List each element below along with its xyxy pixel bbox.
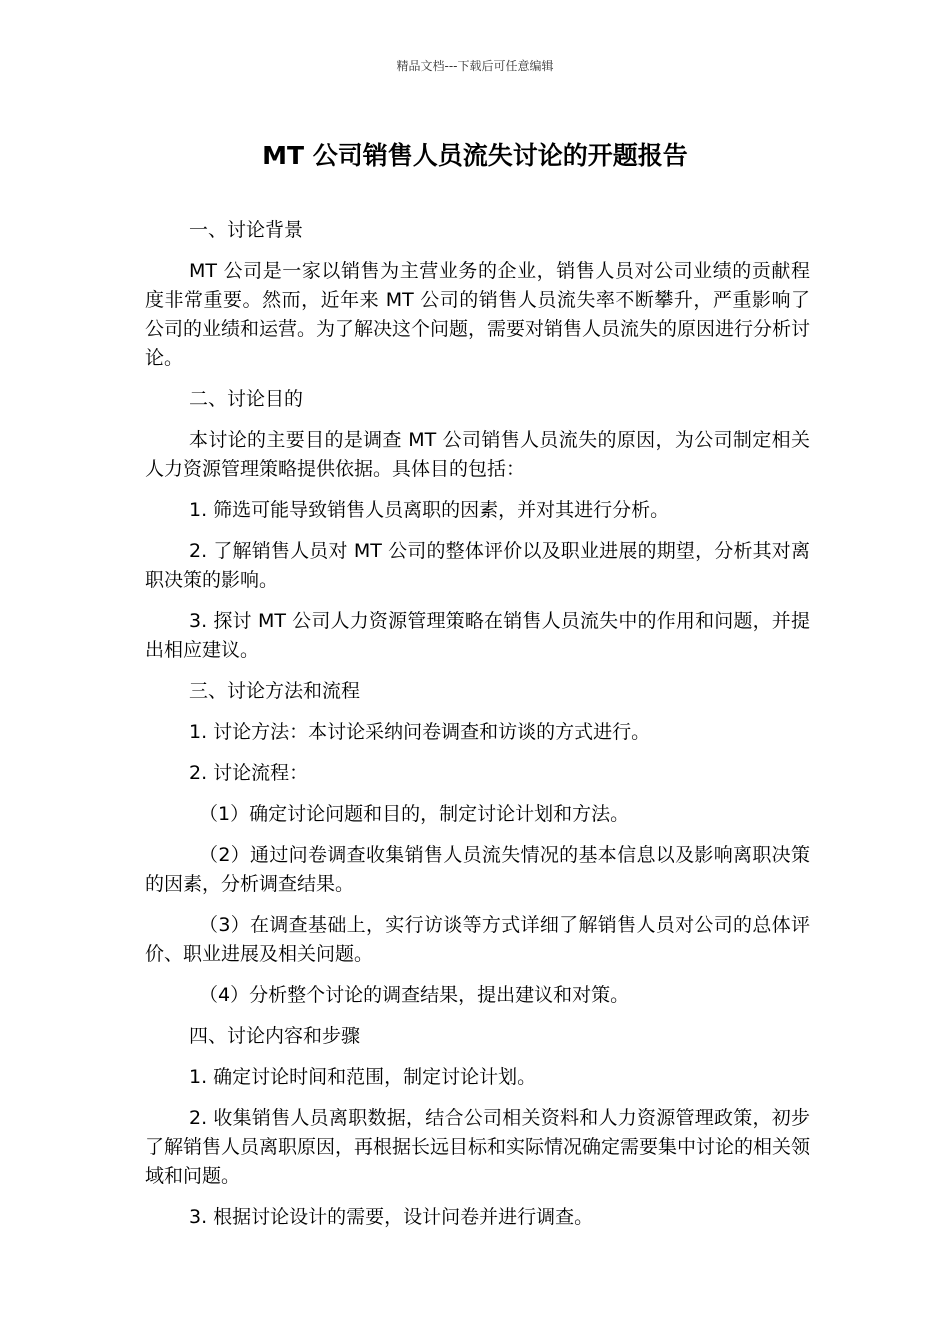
sub-list-item: （2）通过问卷调查收集销售人员流失情况的基本信息以及影响离职决策的因素，分析调查结果。 (145, 844, 810, 895)
list-item: 2. 收集销售人员离职数据，结合公司相关资料和人力资源管理政策，初步了解销售人员离职原因，再根据长远目标和实际情况确定需要集中讨论的相关领域和问题。 (145, 1107, 811, 1187)
body-paragraph: MT 公司是一家以销售为主营业务的企业，销售人员对公司业绩的贡献程度非常重要。然而，近年来 MT 公司的销售人员流失率不断攀升，严重影响了公司的业绩和运营。为了解决这个问题，需要对销售人员流失的原因进行分析讨论。 (145, 260, 811, 369)
document-body (145, 216, 810, 1244)
document-title: MT 公司销售人员流失讨论的开题报告 (262, 141, 688, 170)
section-heading: 二、讨论目的 (189, 388, 304, 410)
list-item: 2. 了解销售人员对 MT 公司的整体评价以及职业进展的期望，分析其对离职决策的影响。 (145, 540, 810, 591)
list-item: 3. 根据讨论设计的需要，设计问卷并进行调查。 (189, 1206, 594, 1228)
list-item: 3. 探讨 MT 公司人力资源管理策略在销售人员流失中的作用和问题，并提出相应建议。 (145, 610, 810, 661)
sub-list-item: （3）在调查基础上，实行访谈等方式详细了解销售人员对公司的总体评价、职业进展及相关问题。 (145, 914, 810, 965)
section-heading: 一、讨论背景 (189, 219, 304, 241)
sub-list-item: （4）分析整个讨论的调查结果，提出建议和对策。 (199, 984, 630, 1006)
list-item: 1. 筛选可能导致销售人员离职的因素，并对其进行分析。 (189, 499, 670, 521)
body-paragraph: 本讨论的主要目的是调查 MT 公司销售人员流失的原因，为公司制定相关人力资源管理策略提供依据。具体目的包括： (145, 429, 810, 480)
list-item: 1. 讨论方法：本讨论采纳问卷调查和访谈的方式进行。 (189, 721, 651, 743)
header-note: 精品文档---下载后可任意编辑 (396, 59, 554, 73)
section-heading: 三、讨论方法和流程 (189, 680, 361, 702)
list-item: 1. 确定讨论时间和范围，制定讨论计划。 (189, 1066, 537, 1088)
list-item: 2. 讨论流程： (189, 762, 309, 784)
sub-list-item: （1）确定讨论问题和目的，制定讨论计划和方法。 (199, 803, 630, 825)
section-heading: 四、讨论内容和步骤 (189, 1025, 361, 1047)
